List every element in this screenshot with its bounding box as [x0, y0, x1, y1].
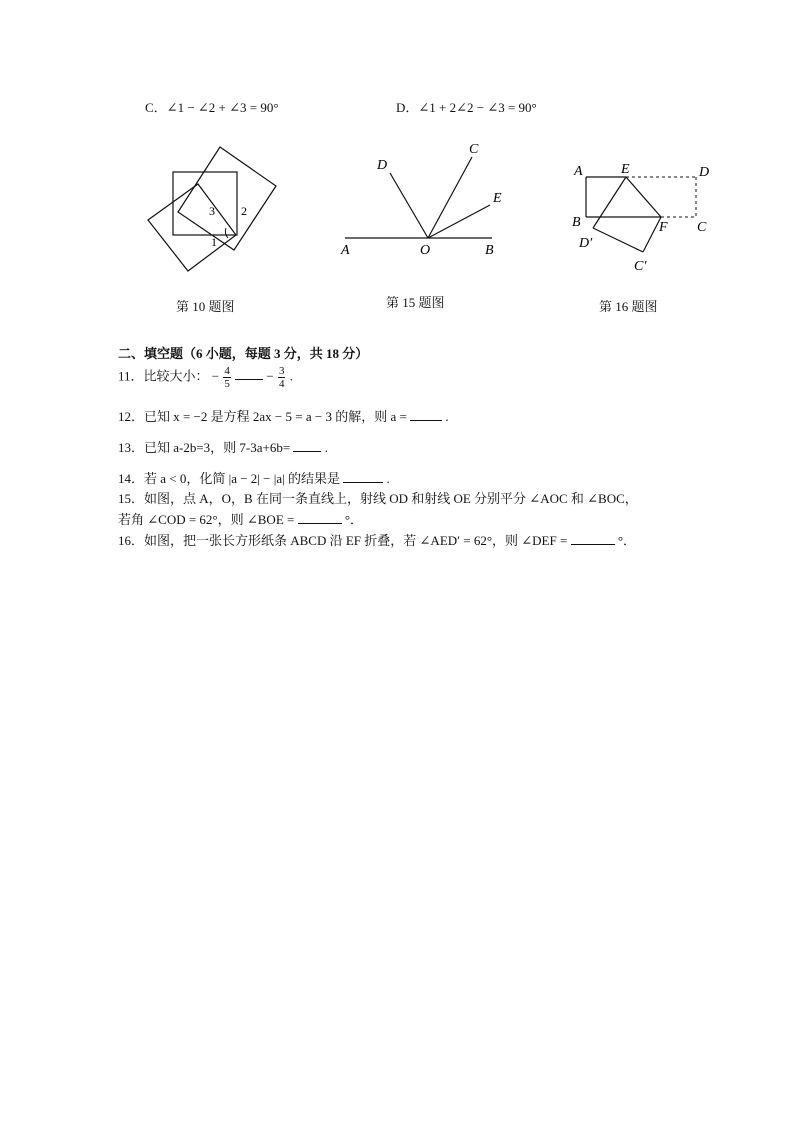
option-c: C．∠1 − ∠2 + ∠3 = 90°: [145, 100, 279, 115]
q14-answer-blank[interactable]: [343, 471, 383, 483]
fig15-caption: 第 15 题图: [386, 295, 445, 310]
q11-answer-blank[interactable]: [235, 368, 263, 380]
q15-text: 若角 ∠COD = 62°，则 ∠BOE =: [118, 512, 295, 527]
figure-16: [565, 155, 725, 280]
fig15-label-e: E: [493, 191, 502, 206]
q12-answer-blank[interactable]: [410, 409, 442, 421]
option-d: D．∠1 + 2∠2 − ∠3 = 90°: [396, 100, 537, 115]
question-16: [118, 530, 636, 549]
question-15-line-2: [118, 509, 363, 528]
fig16-caption: 第 16 题图: [599, 299, 658, 314]
fig10-rotated-square-2: [148, 184, 236, 271]
q15-end: °．: [344, 512, 364, 527]
question-13: [118, 437, 328, 456]
fig10-label-2: 2: [241, 204, 247, 218]
q11-f1-den: 5: [224, 378, 230, 390]
fig16-label-d: D: [699, 165, 710, 180]
question-14: [118, 468, 390, 487]
fig16-edge-dc-prime: [593, 228, 643, 252]
fig10-square: [173, 172, 237, 235]
fig16-label-c-prime: C′: [634, 259, 647, 274]
q15-answer-blank[interactable]: [298, 512, 342, 524]
figure-10: [140, 140, 290, 280]
question-11: [118, 365, 293, 390]
q11-f2-den: 4: [278, 378, 285, 390]
fig16-label-a: A: [574, 164, 583, 179]
fig10-label-1: 1: [211, 235, 217, 249]
question-15-line-1: 15．如图，点 A，O，B 在同一条直线上，射线 OD 和射线 OE 分别平分 ∠AOC 和 ∠BOC，: [118, 491, 638, 506]
q14-text: 14．若 a < 0，化简 |a − 2| − |a| 的结果是: [118, 471, 340, 486]
q11-minus-2: −: [266, 368, 274, 384]
section-heading: 二、填空题（6 小题，每题 3 分，共 18 分）: [118, 346, 369, 361]
fig10-angle-arc-1: [225, 228, 228, 238]
fig15-label-o: O: [420, 243, 431, 258]
q16-answer-blank[interactable]: [571, 533, 615, 545]
q12-text: 12．已知 x = −2 是方程 2ax − 5 = a − 3 的解，则 a =: [118, 409, 407, 424]
q11-fraction-2: [278, 365, 286, 390]
fig10-label-3: 3: [209, 204, 215, 218]
fig16-label-f: F: [659, 220, 668, 235]
q16-end: °．: [617, 533, 637, 548]
fig16-edge-ed-prime: [593, 177, 626, 228]
fig16-label-b: B: [572, 215, 581, 230]
q12-end: .: [445, 409, 449, 424]
q13-answer-blank[interactable]: [293, 440, 321, 452]
fig15-label-d: D: [377, 158, 388, 173]
fig16-label-d-prime: D′: [579, 236, 593, 251]
q11-prefix: 11．比较大小：: [118, 368, 209, 384]
q16-text: 16．如图，把一张长方形纸条 ABCD 沿 EF 折叠，若 ∠AED′ = 62°，则 ∠DEF =: [118, 533, 568, 548]
q13-end: .: [324, 440, 328, 455]
fig15-label-a: A: [341, 243, 350, 258]
fig15-label-b: B: [485, 243, 494, 258]
q11-minus-1: −: [211, 368, 220, 384]
question-12: [118, 406, 449, 425]
fig16-fold-ef: [626, 177, 661, 217]
fig16-label-c: C: [697, 220, 707, 235]
q11-end: .: [289, 368, 293, 384]
q11-fraction-1: [223, 365, 231, 390]
q13-text: 13．已知 a-2b=3，则 7-3a+6b=: [118, 440, 291, 455]
fig16-label-e: E: [621, 162, 630, 177]
figure-15: [335, 140, 515, 260]
q11-f1-num: 4: [224, 365, 230, 377]
fig15-label-c: C: [469, 142, 479, 157]
q14-end: .: [386, 471, 390, 486]
fig15-ray-od: [390, 173, 428, 238]
q11-f2-num: 3: [278, 365, 285, 377]
fig10-caption: 第 10 题图: [176, 299, 235, 314]
